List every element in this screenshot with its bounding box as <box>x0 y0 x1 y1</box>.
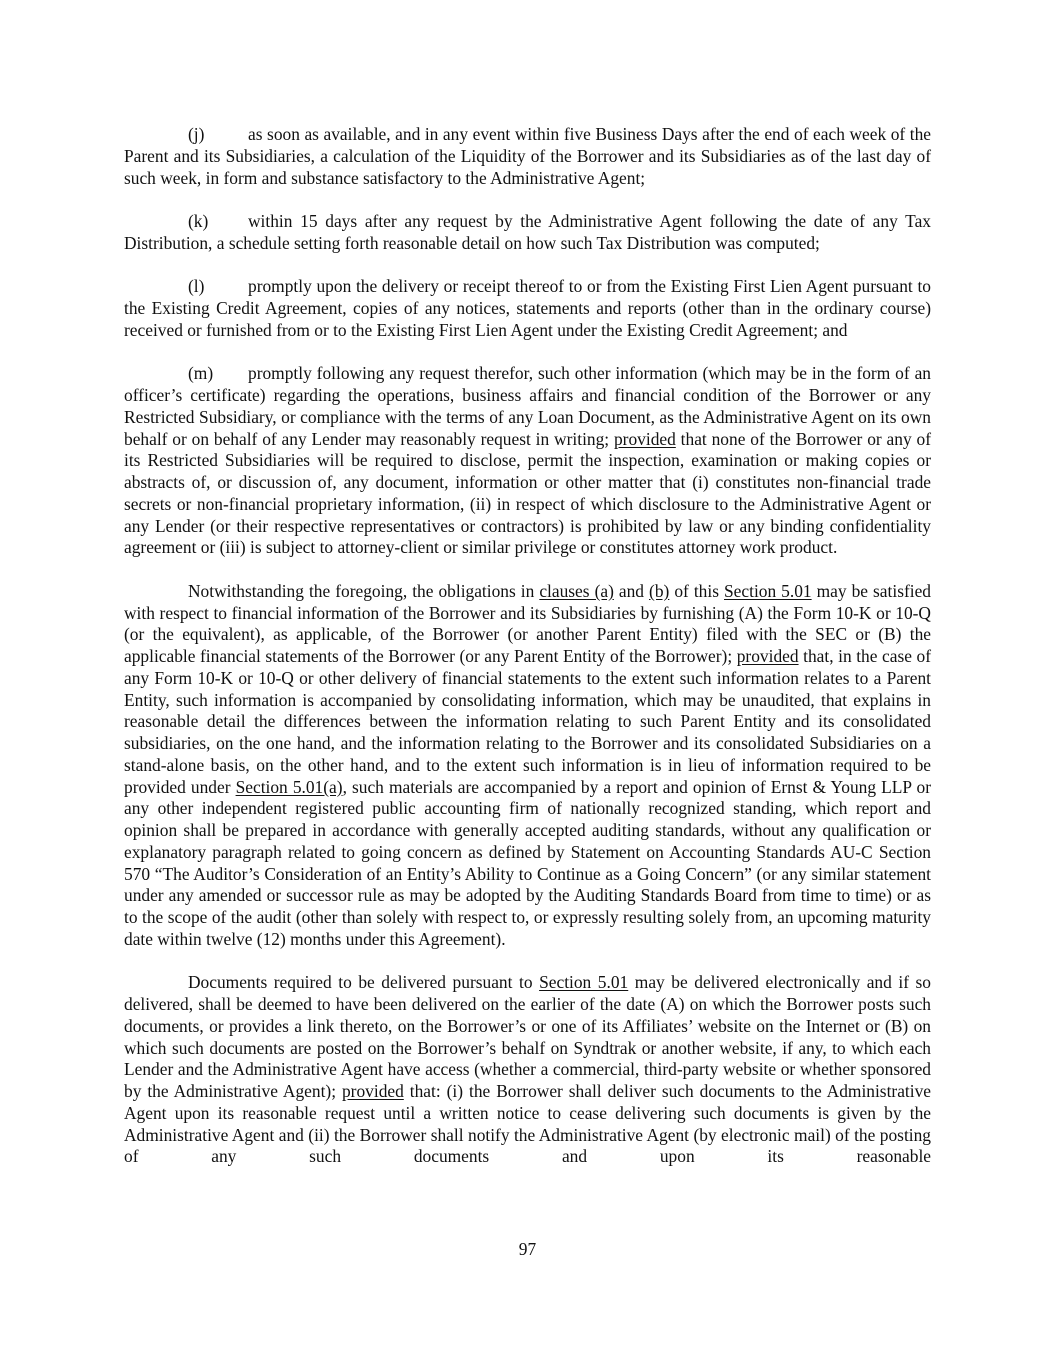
clause-text: as soon as available, and in any event within five Business Days after the end of each week of the Parent and its Subsidiaries, a calculation of the Liquidity of the Borrower and its Subsidiaries as of the last day of such week, in form and substance satisfactory to the Administrative Agent; <box>124 124 931 188</box>
text: of this <box>669 580 724 601</box>
text: and <box>613 580 650 601</box>
provided-term: provided <box>736 646 799 666</box>
text: may be satisfied with respect to financial information of the Borrower and its Subsidiaries by furnishing (A) the Form 10-K or 10-Q (or the equivalent), as applicable, of the Borrower (or another Parent Entity) filed with the SEC or (B) the applicable financial statements of the Borrower (or any Parent Entity of the Borrower); <box>124 580 931 666</box>
notwithstanding-paragraph <box>124 581 931 951</box>
section-reference: Section 5.01(a) <box>235 776 343 797</box>
clause-text: promptly following any request therefor, such other information (which may be in the form of an officer’s certificate) regarding the operations, business affairs and financial condition of the Borrower or any Restricted Subsidiary, or compliance with the terms of any Loan Document, as the Administrative Agent on its own behalf or on behalf of any Lender may reasonably request in writing; <box>124 363 931 449</box>
text: that, in the case of any Form 10-K or 10-Q or other delivery of financial statements to the extent such information relates to a Parent Entity, such information is accompanied by consolidating information, which may be unaudited, that explains in reasonable detail the differences between the information relating to such Parent Entity and its consolidated subsidiaries, on the one hand, and the information relating to the Borrower and its consolidated Subsidiaries on a stand-alone basis, on the other hand, and to the extent such information is in lieu of information required to be provided under <box>124 646 931 797</box>
provided-term: provided <box>613 428 676 449</box>
clause-label: (l) <box>188 276 205 297</box>
clause-reference: clauses (a) <box>539 580 614 601</box>
page-number: 97 <box>518 1239 537 1259</box>
clause-label: (j) <box>188 124 205 144</box>
clause-label: (m) <box>188 363 214 384</box>
clause-l <box>124 276 931 341</box>
section-reference: Section 5.01 <box>539 972 629 993</box>
clause-reference: (b) <box>649 580 670 601</box>
text: , such materials are accompanied by a report and opinion of Ernst & Young LLP or any other independent registered public accounting firm of nationally recognized standing, which report and opinion shall be prepared in accordance with generally accepted auditing standards, without any qualification or explanatory paragraph related to going concern as defined by Statement on Accounting Standards AU-C Section 570 “The Auditor’s Consideration of an Entity’s Ability to Continue as a Going Concern” (or any similar statement under any amended or successor rule as may be adopted by the Auditing Standards Board from time to time) or as to the scope of the audit (other than solely with respect to, or expressly resulting solely from, an upcoming maturity date within twelve (12) months under this Agreement). <box>124 776 931 949</box>
provided-term: provided <box>341 1081 404 1101</box>
clause-text: promptly upon the delivery or receipt thereof to or from the Existing First Lien Agent pursuant to the Existing Credit Agreement, copies of any notices, statements and reports (other than in the ordinary course) received or furnished from or to the Existing First Lien Agent under the Existing Credit Agreement; and <box>124 276 931 340</box>
clause-label: (k) <box>188 211 209 231</box>
clause-text: within 15 days after any request by the Administrative Agent following the date of any Tax Distribution, a schedule setting forth reasonable detail on how such Tax Distribution was computed; <box>124 211 931 253</box>
clause-j <box>124 124 931 189</box>
text: Notwithstanding the foregoing, the obligations in <box>188 580 540 601</box>
clause-m <box>124 363 931 559</box>
documents-paragraph <box>124 972 931 1168</box>
text: may be delivered electronically and if so delivered, shall be deemed to have been delivered on the earlier of the date (A) on which the Borrower posts such documents, or provides a link thereto, on the Borrower’s or one of its Affiliates’ website on the Internet or (B) on which such documents are posted on the Borrower’s behalf on Syndtrak or another website, if any, to which each Lender and the Administrative Agent have access (whether a commercial, third-party website or whether sponsored by the Administrative Agent); <box>124 972 932 1101</box>
clause-k <box>124 211 931 255</box>
text: Documents required to be delivered pursuant to <box>188 972 540 993</box>
text: that: (i) the Borrower shall deliver such documents to the Administrative Agent upon its reasonable request until a written notice to cease delivering such documents is given by the Administrative Agent and (ii) the Borrower shall notify the Administrative Agent (by electronic mail) of the posting of any such documents and upon its reasonable <box>124 1081 931 1167</box>
clause-text: that none of the Borrower or any of its Restricted Subsidiaries will be required to disclose, permit the inspection, examination or making copies or abstracts of, or discussion of, any document, information or other matter that (i) constitutes non-financial trade secrets or non-financial proprietary information, (ii) in respect of which disclosure to the Administrative Agent or any Lender (or their respective representatives or contractors) is prohibited by law or any binding confidentiality agreement or (iii) is subject to attorney-client or similar privilege or constitutes attorney work product. <box>124 428 932 558</box>
section-reference: Section 5.01 <box>724 580 812 601</box>
document-page <box>124 124 931 1168</box>
